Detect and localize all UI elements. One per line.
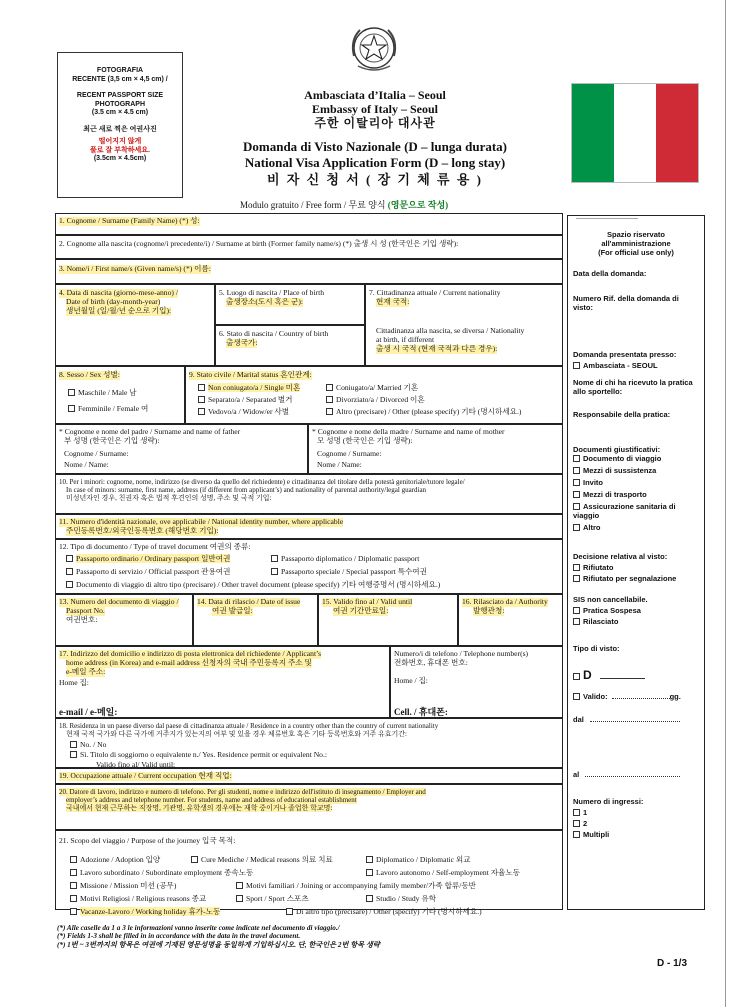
purpose-option[interactable] — [70, 894, 206, 903]
checkbox[interactable] — [573, 673, 580, 680]
nationality-label-1: 7. Cittadinanza attuale / Current nationality — [369, 288, 501, 297]
residence-label-1: 18. Residenza in un paese diverso dal paese di cittadinanza attuale / Residence in a country other than the country of current nationality — [59, 722, 439, 730]
dob-label-2: Date of birth (day-month-year) — [66, 297, 161, 306]
phone-label-1: Numero/i di telefono / Telephone number(s) — [394, 649, 529, 658]
surname-at-birth-label: 2. Cognome alla nascita (cognome/i precedente/i) / Surname at birth (Former family name/s) (*) 출생 시 성 (한국인은 기입 생략): — [59, 239, 459, 248]
purpose-option[interactable] — [366, 894, 436, 903]
photo-line: RECENTE (3,5 cm × 4,5 cm) / — [72, 75, 168, 83]
checkbox[interactable] — [70, 751, 77, 758]
checkbox[interactable] — [573, 575, 580, 582]
checkbox[interactable] — [366, 869, 373, 876]
checkbox[interactable] — [236, 895, 243, 902]
sex-label: 8. Sesso / Sex 성별: — [59, 370, 120, 379]
marital-option-other[interactable] — [326, 407, 521, 416]
doc-check[interactable] — [573, 490, 699, 499]
italy-emblem — [346, 20, 402, 76]
purpose-label-item: Motivi familiari / Joining or accompanying family member/가족 합류/동반 — [246, 881, 477, 890]
checkbox[interactable] — [286, 908, 293, 915]
field-employer[interactable] — [55, 784, 563, 830]
checkbox[interactable] — [198, 384, 205, 391]
purpose-option[interactable] — [366, 855, 471, 864]
checkbox[interactable] — [573, 607, 580, 614]
purpose-label-item: Diplomatico / Diplomatic 외교 — [376, 855, 471, 864]
valid-until-label-2: 여권 기간만료일: — [333, 606, 389, 615]
visa-d-label: D — [583, 668, 592, 682]
days-label: gg. — [669, 692, 681, 701]
widow-label: Vedovo/a / Widow/er 사별 — [208, 407, 290, 416]
field-date-of-issue[interactable] — [193, 594, 318, 646]
field-nationality[interactable] — [365, 284, 563, 366]
official-title-3: (For official use only) — [598, 248, 674, 257]
checkbox[interactable] — [70, 856, 77, 863]
sis-label: SIS non cancellabile. — [573, 595, 648, 604]
field-national-id[interactable] — [55, 514, 563, 539]
free-form-note — [240, 198, 560, 211]
purpose-label-item: Lavoro subordinato / Subordinate employment 종속노동 — [80, 868, 254, 877]
checkbox[interactable] — [70, 869, 77, 876]
entries-label: Numero di ingressi: — [573, 797, 644, 806]
purpose-label-item: Studio / Study 유학 — [376, 894, 437, 903]
checkbox[interactable] — [70, 882, 77, 889]
checkbox[interactable] — [191, 856, 198, 863]
refused-label: Rifiutato — [583, 563, 614, 572]
doc-check[interactable] — [573, 454, 699, 463]
photo-line: 최근 새로 찍은 여권사진 — [83, 125, 157, 133]
marital-option-married[interactable] — [326, 383, 418, 392]
valid-until-label-1: 15. Valido fino al / Valid until — [322, 597, 413, 606]
responsible-label: Responsabile della pratica: — [573, 410, 671, 419]
passport-no-label-2: Passport No. — [66, 606, 105, 615]
doc-option-ordinary[interactable] — [66, 554, 230, 563]
entries-option[interactable] — [573, 830, 699, 839]
checkbox[interactable] — [326, 384, 333, 391]
mother-label-2: 모 성명 (한국인은 기입 생략): — [317, 436, 413, 445]
field-valid-until[interactable] — [318, 594, 458, 646]
checkbox[interactable] — [573, 693, 580, 700]
from-label: dal — [573, 715, 584, 724]
field-document-type — [55, 539, 563, 594]
photo-line: (3.5 cm × 4.5 cm) — [91, 109, 149, 116]
to-label: al — [573, 770, 580, 779]
nationality-label-2: 현재 국적: — [376, 297, 410, 306]
photo-line: FOTOGRAFIA — [96, 67, 144, 74]
checkbox[interactable] — [326, 408, 333, 415]
entries-option[interactable] — [573, 819, 699, 828]
mother-name-label: Nome / Name: — [317, 460, 362, 469]
checkbox[interactable] — [573, 467, 580, 474]
divorced-label: Divorziato/a / Divorced 이혼 — [336, 395, 425, 404]
pob-label-1: 5. Luogo di nascita / Place of birth — [219, 288, 325, 297]
visa-d-option[interactable] — [573, 668, 699, 682]
residence-option-no[interactable] — [70, 740, 106, 749]
free-form-label: Modulo gratuito / Free form / 무료 양식 — [240, 200, 386, 210]
doc-option-special[interactable] — [271, 567, 427, 576]
checkbox[interactable] — [66, 555, 73, 562]
separated-label: Separato/a / Separated 별거 — [208, 395, 293, 404]
doc-check-label: Assicurazione sanitaria di viaggio — [573, 502, 676, 520]
field-passport-number[interactable] — [55, 594, 193, 646]
nationality-birth-label-1: Cittadinanza alla nascita, se diversa / Nationality — [376, 326, 525, 335]
doc-check[interactable] — [573, 523, 699, 532]
purpose-label-item: Di altro tipo (precisare) / Other (specify) 기타 (명시하세요.) — [296, 907, 482, 916]
purpose-option[interactable] — [70, 881, 176, 890]
photo-line: (3.5cm × 4.5cm) — [93, 155, 147, 162]
checkbox[interactable] — [573, 491, 580, 498]
page-number: D - 1/3 — [657, 958, 688, 969]
field-residence — [55, 718, 563, 768]
doc-check-label: Mezzi di sussistenza — [583, 466, 657, 475]
purpose-option[interactable] — [70, 855, 160, 864]
field-mother[interactable] — [308, 424, 563, 474]
cell-label: Cell. / 휴대폰: — [394, 707, 448, 717]
field-home-address[interactable] — [55, 646, 390, 718]
visa-type-label: Tipo di visto: — [573, 644, 620, 653]
issue-date-label-1: 14. Data di rilascio / Date of issue — [197, 597, 301, 606]
diplomatic-label: Passaporto diplomatico / Diplomatic passport — [281, 554, 420, 563]
entries-option[interactable] — [573, 808, 699, 817]
cob-label-2: 출생국가: — [226, 338, 258, 347]
national-id-label-1: 11. Numero d'identità nazionale, ove applicabile / National identity number, where applicable — [59, 517, 344, 526]
official-title-2: all'amministrazione — [601, 239, 671, 248]
photo-line: 떨어지지 않게 — [98, 138, 142, 145]
sex-option-female[interactable] — [68, 404, 148, 413]
suspended-label: Pratica Sospesa — [583, 606, 641, 615]
entries-label-item: 1 — [583, 808, 588, 817]
doc-option-diplomatic[interactable] — [271, 554, 419, 563]
minors-label-1: 10. Per i minori: cognome, nome, indirizzo (se diverso da quello del richiedente) e cittadinanza del titolare della potestà genitoriale/tutore legale/ — [59, 478, 465, 486]
field-father[interactable] — [55, 424, 308, 474]
residence-label-2: 현재 국적 국가와 다른 국가에 거주지가 있는지의 여부 및 있을 경우 체류번호 혹은 기타 등록번호와 거주 유효기간: — [66, 730, 407, 738]
sex-option-male[interactable] — [68, 388, 137, 397]
purpose-option[interactable] — [70, 907, 220, 916]
marital-option-widow[interactable] — [198, 407, 289, 416]
form-title-it: Domanda di Visto Nazionale (D – lunga durata) — [243, 139, 507, 154]
purpose-label-item: Vacanze-Lavoro / Working holiday 휴가-노동 — [80, 907, 221, 916]
checkbox[interactable] — [70, 908, 77, 915]
doc-check[interactable] — [573, 502, 699, 520]
father-surname-label: Cognome / Surname: — [64, 449, 129, 458]
application-date-label: Data della domanda: — [573, 269, 647, 278]
checkbox[interactable] — [198, 396, 205, 403]
checkbox[interactable] — [573, 618, 580, 625]
checkbox[interactable] — [573, 479, 580, 486]
field-place-of-birth[interactable] — [215, 284, 365, 325]
checkbox[interactable] — [70, 741, 77, 748]
photo-line: RECENT PASSPORT SIZE — [76, 92, 164, 99]
doc-check[interactable] — [573, 466, 699, 475]
mother-surname-label: Cognome / Surname: — [317, 449, 382, 458]
father-label-2: 부 성명 (한국인은 기입 생략): — [64, 436, 160, 445]
italian-flag — [571, 83, 699, 183]
seoul-option[interactable] — [573, 361, 699, 370]
doc-option-official[interactable] — [66, 567, 230, 576]
documents-label: Documenti giustificativi: — [573, 445, 661, 454]
authority-label-2: 발행관청: — [473, 606, 505, 615]
checkbox[interactable] — [573, 503, 580, 510]
checkbox[interactable] — [68, 389, 75, 396]
field-authority[interactable] — [458, 594, 563, 646]
checkbox[interactable] — [573, 809, 580, 816]
purpose-label-item: Sport / Sport 스포츠 — [246, 894, 309, 903]
photo-line: 풀로 잘 부착하세요. — [90, 146, 150, 154]
married-label: Coniugato/a/ Married 기혼 — [336, 383, 419, 392]
home-phone-label: Home / 집: — [394, 676, 428, 685]
purpose-label-item: Cure Mediche / Medical reasons 의료 치료 — [201, 855, 333, 864]
residence-no-label: No. / No — [80, 740, 107, 749]
address-label-1: 17. Indirizzo del domicilio e indirizzo di posta elettronica del richiedente / Applicant’s — [59, 649, 322, 658]
issued-option[interactable] — [573, 617, 699, 626]
checkbox[interactable] — [271, 555, 278, 562]
single-label: Non coniugato/a / Single 미혼 — [208, 383, 301, 392]
address-label-3: e-메일 주소: — [66, 667, 106, 676]
passport-no-label-1: 13. Numero del documento di viaggio / — [59, 597, 179, 606]
minors-label-2: In case of minors: surname, first name, address (if different from applicant’s) and nationality of parental authority/legal guardian — [66, 486, 427, 494]
residence-yes-label: Sì. Titolo di soggiorno o equivalente n./ Yes. Residence permit or equivalent No.: — [80, 750, 327, 759]
nationality-birth-label-3: 출생 시 국적 (현재 국적과 다른 경우): — [376, 344, 498, 353]
embassy-name-ko: 주한 이탈리아 대사관 — [314, 116, 436, 130]
suspended-option[interactable] — [573, 606, 699, 615]
cob-label-1: 6. Stato di nascita / Country of birth — [219, 329, 329, 338]
document-type-label: 12. Tipo di documento / Type of travel document 여권의 종류: — [59, 542, 251, 551]
decision-label: Decisione relativa al visto: — [573, 552, 668, 561]
purpose-label: 21. Scopo del viaggio / Purpose of the journey 입국 목적: — [59, 836, 236, 845]
checkbox[interactable] — [366, 856, 373, 863]
marital-option-single[interactable] — [198, 383, 300, 392]
passport-no-label-3: 여권번호: — [66, 615, 98, 624]
official-use-panel — [567, 215, 705, 910]
minors-label-3: 미성년자인 경우, 친권자 혹은 법적 후견인의 성명, 주소 및 국적 기입: — [66, 494, 272, 502]
female-label: Femminile / Female 여 — [78, 404, 149, 413]
address-label-2: home address (in Korea) and e-mail address 신청자의 국내 주민등록지 주소 및 — [66, 658, 312, 667]
checkbox[interactable] — [271, 568, 278, 575]
refused-report-option[interactable] — [573, 574, 699, 583]
field-purpose — [55, 830, 563, 916]
authority-label-1: 16. Rilasciato da / Authority — [462, 597, 548, 606]
national-id-label-2: 주민등록번호/외국인등록번호 (해당번호 기입): — [66, 526, 219, 535]
purpose-option[interactable] — [236, 881, 476, 890]
doc-check-label: Mezzi di trasporto — [583, 490, 647, 499]
checkbox[interactable] — [366, 895, 373, 902]
footnotes — [57, 924, 577, 949]
official-label: Passaporto di servizio / Official passport 관용여권 — [76, 567, 231, 576]
seoul-label: Ambasciata - SEOUL — [583, 361, 658, 370]
issued-label: Rilasciato — [583, 617, 619, 626]
photo-box — [57, 52, 183, 198]
employer-label-1: 20. Datore di lavoro, indirizzo e numero di telefono. Per gli studenti, nome e indirizzo dell'istituto di insegnamento / Employer and — [59, 788, 426, 796]
footnote-it: (*) Alle caselle da 1 a 3 le informazioni vanno inserite come indicate nel documento di viaggio./ — [57, 924, 340, 932]
purpose-label-item: Missione / Mission 미션 (공무) — [80, 881, 177, 890]
photo-line: PHOTOGRAPH — [94, 100, 146, 108]
checkbox[interactable] — [573, 831, 580, 838]
field-minors-guardian[interactable] — [55, 474, 563, 514]
checkbox[interactable] — [70, 895, 77, 902]
employer-label-3: 국내에서 현재 근무하는 직장명, 기관명, 유학생의 경우에는 재학 중이거나 졸업한 학교명: — [66, 804, 333, 812]
field-date-of-birth[interactable] — [55, 284, 215, 366]
father-name-label: Nome / Name: — [64, 460, 109, 469]
reference-number-label: Numero Rif. della domanda di visto: — [573, 294, 679, 312]
checkbox[interactable] — [573, 820, 580, 827]
doc-check[interactable] — [573, 478, 699, 487]
field-surname[interactable] — [55, 213, 563, 235]
occupation-label: 19. Occupazione attuale / Current occupation 현재 직업: — [59, 771, 232, 780]
pob-label-2: 출생장소(도시 혹은 군): — [226, 297, 303, 306]
mother-label-1: * Cognome e nome della madre / Surname and name of mother — [312, 427, 505, 436]
purpose-option[interactable] — [286, 907, 482, 916]
from-field[interactable] — [573, 715, 699, 724]
form-title-en: National Visa Application Form (D – long stay) — [244, 155, 506, 170]
checkbox[interactable] — [573, 524, 580, 531]
checkbox[interactable] — [573, 455, 580, 462]
surname-label: 1. Cognome / Surname (Family Name) (*) 성: — [59, 216, 200, 225]
employer-label-2: employer’s address and telephone number. For students, name and address of educational establishment — [66, 796, 357, 804]
ordinary-label: Passaporto ordinario / Ordinary passport 일반여권 — [76, 554, 231, 563]
purpose-option[interactable] — [70, 868, 253, 877]
form-title-ko: 비 자 신 청 서 ( 장 기 체 류 용 ) — [267, 172, 483, 187]
refused-report-label: Rifiutato per segnalazione — [583, 574, 677, 583]
checkbox[interactable] — [236, 882, 243, 889]
embassy-name-en: Embassy of Italy – Seoul — [311, 102, 439, 116]
other-doc-label: Documento di viaggio di altro tipo (precisare) / Other travel document (please specify) 기타 여행증명서 (명시하세요.) — [76, 580, 441, 589]
dob-label-1: 4. Data di nascita (giorno-mese-anno) / — [59, 288, 178, 297]
doc-check-label: Documento di viaggio — [583, 454, 662, 463]
doc-check-label: Invito — [583, 478, 603, 487]
checkbox[interactable] — [68, 405, 75, 412]
purpose-option[interactable] — [366, 868, 520, 877]
valid-option[interactable] — [573, 692, 699, 701]
phone-label-2: 전화번호, 휴대폰 번호: — [394, 658, 468, 667]
valid-label: Valido: — [583, 692, 608, 701]
purpose-option[interactable] — [191, 855, 333, 864]
father-label-1: * Cognome e nome del padre / Surname and name of father — [59, 427, 241, 436]
entries-label-item: 2 — [583, 819, 588, 828]
embassy-name-it: Ambasciata d’Italia – Seoul — [304, 88, 446, 102]
checkbox[interactable] — [66, 581, 73, 588]
purpose-label-item: Adozione / Adoption 입양 — [80, 855, 161, 864]
other-marital-label: Altro (precisare) / Other (please specify) 기타 (명시하세요.) — [336, 407, 522, 416]
field-occupation[interactable] — [55, 768, 563, 784]
residence-valid-label: Valido fino al/ Valid until: — [96, 760, 176, 769]
checkbox[interactable] — [573, 362, 580, 369]
purpose-option[interactable] — [236, 894, 309, 903]
field-sex — [55, 366, 185, 424]
dob-label-3: 생년월일 (일/월/년 순으로 기입): — [66, 306, 172, 315]
footnote-ko: (*) 1번 ~ 3번까지의 항목은 여권에 기재된 영문성명을 동일하게 기입하십시오. 단, 한국인은 2번 항목 생략 — [57, 940, 380, 949]
special-label: Passaporto speciale / Special passport 특수여권 — [281, 567, 427, 576]
home-label: Home 집: — [59, 678, 89, 687]
to-field[interactable] — [573, 770, 699, 779]
entries-label-item: Multipli — [583, 830, 610, 839]
form-header — [230, 88, 520, 188]
field-marital-status — [185, 366, 563, 424]
marital-option-divorced[interactable] — [326, 395, 425, 404]
doc-check-label: Altro — [583, 523, 601, 532]
first-name-label: 3. Nome/i / First name/s (Given name/s) (*) 이름: — [59, 264, 211, 273]
nationality-birth-label-2: at birth, if different — [376, 335, 435, 344]
checkbox[interactable] — [198, 408, 205, 415]
purpose-label-item: Lavoro autonomo / Self-employment 자율노동 — [376, 868, 521, 877]
refused-option[interactable] — [573, 563, 699, 572]
doc-option-other[interactable] — [66, 580, 440, 589]
residence-option-yes[interactable] — [70, 750, 327, 759]
purpose-label-item: Motivi Religiosi / Religious reasons 종교 — [80, 894, 207, 903]
male-label: Maschile / Male 남 — [78, 388, 137, 397]
english-note: (영문으로 작성) — [387, 200, 449, 210]
checkbox[interactable] — [326, 396, 333, 403]
field-telephone[interactable] — [390, 646, 563, 718]
checkbox[interactable] — [573, 564, 580, 571]
field-country-of-birth[interactable] — [215, 325, 365, 366]
official-title-1: Spazio riservato — [607, 230, 665, 239]
field-first-name[interactable] — [55, 259, 563, 284]
checkbox[interactable] — [66, 568, 73, 575]
field-surname-at-birth[interactable] — [55, 235, 563, 259]
marital-label: 9. Stato civile / Marital status 혼인관계: — [189, 370, 312, 379]
issue-date-label-2: 여권 발급일: — [212, 606, 253, 615]
email-label: e-mail / e-메일: — [59, 707, 118, 717]
received-by-label: Nome di chi ha ricevuto la pratica allo sportello: — [573, 378, 693, 396]
submitted-at-label: Domanda presentata presso: — [573, 350, 677, 359]
footnote-en: (*) Fields 1-3 shall be filled in in accordance with the data in the travel document. — [57, 932, 301, 941]
marital-option-separated[interactable] — [198, 395, 292, 404]
side-dots: ............................... — [576, 212, 638, 221]
